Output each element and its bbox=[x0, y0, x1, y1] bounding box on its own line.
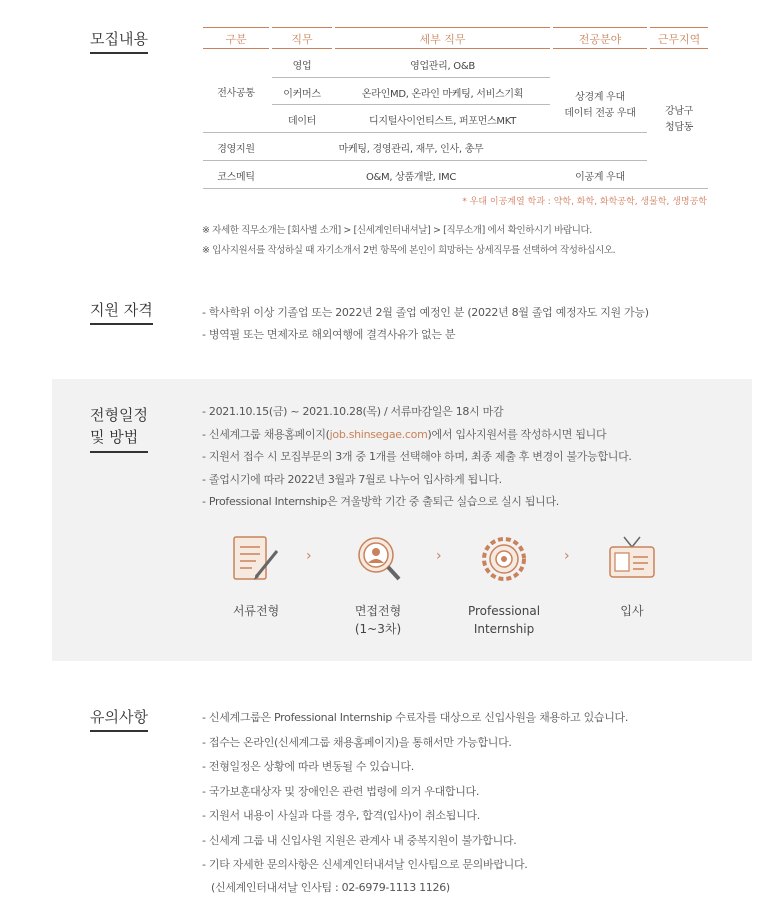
group-cosmetic: 코스메틱 bbox=[217, 172, 255, 183]
list-item: - 접수는 온라인(신세계그룹 채용홈페이지)을 통해서만 가능합니다. bbox=[202, 735, 512, 749]
list-item: - 기타 자세한 문의사항은 신세계인터내셔날 인사팀으로 문의바랍니다. bbox=[202, 858, 528, 871]
header-top-line bbox=[650, 27, 708, 28]
table-header-location: 근무지역 bbox=[657, 33, 701, 46]
list-item: - 2021.10.15(금) ~ 2021.10.28(목) / 서류마감일은 18시 마감 bbox=[202, 405, 504, 418]
schedule-title-line2: 및 방법 bbox=[90, 428, 139, 446]
list-item: - 학사학위 이상 기졸업 또는 2022년 2월 졸업 예정인 분 (2022년 8월 졸업 예정자도 지원 가능) bbox=[202, 306, 649, 319]
list-item: - 신세계 그룹 내 신입사원 지원은 관계사 내 중복지원이 불가합니다. bbox=[202, 833, 517, 847]
recruit-section-title: 모집내용 bbox=[90, 30, 148, 54]
job-sales: 영업 bbox=[292, 61, 312, 72]
step-arrow-icon: › bbox=[564, 548, 570, 564]
list-item: - 전형일정은 상황에 따라 변동될 수 있습니다. bbox=[202, 760, 414, 773]
list-item: - 지원서 접수 시 모집부문의 3개 중 1개를 선택해야 하며, 최종 제출 후 변경이 불가능합니다. bbox=[202, 450, 632, 463]
detail-sales: 영업관리, O&B bbox=[410, 61, 475, 72]
header-top-line bbox=[203, 27, 269, 28]
header-top-line bbox=[553, 27, 647, 28]
document-pen-icon bbox=[230, 533, 282, 585]
caution-list bbox=[202, 706, 628, 898]
list-item-text: - 신세계그룹 채용홈페이지( bbox=[202, 427, 330, 441]
schedule-list bbox=[202, 401, 632, 514]
job-data: 데이터 bbox=[287, 116, 317, 127]
row-divider bbox=[272, 104, 550, 105]
detail-cosmetic: O&M, 상품개발, IMC bbox=[365, 172, 456, 183]
major-business: 상경계 우대 bbox=[575, 92, 625, 103]
header-bottom-line bbox=[553, 48, 647, 49]
detail-ecommerce: 온라인MD, 온라인 마케팅, 서비스기획 bbox=[361, 89, 524, 100]
step-label-document: 서류전형 bbox=[232, 604, 280, 618]
qualification-section-title: 지원 자격 bbox=[90, 301, 153, 325]
recruit-site-link[interactable]: job.shinsegae.com bbox=[329, 427, 428, 441]
schedule-section-title bbox=[90, 404, 148, 453]
header-top-line bbox=[272, 27, 332, 28]
list-item: - 병역필 또는 면제자로 해외여행에 결격사유가 없는 분 bbox=[202, 328, 456, 341]
list-item: - 지원서 내용이 사실과 다를 경우, 합격(입사)이 취소됩니다. bbox=[202, 809, 480, 822]
table-header-detail: 세부 직무 bbox=[419, 33, 466, 46]
step-arrow-icon: › bbox=[436, 548, 442, 564]
group-company-wide: 전사공통 bbox=[217, 88, 255, 99]
list-item-text: )에서 입사지원서를 작성하시면 됩니다 bbox=[427, 427, 607, 441]
group-management: 경영지원 bbox=[217, 144, 255, 155]
job-intro-note: ※ 자세한 직무소개는 [회사별 소개] > [신세계인터내셔날] > [직무소개] 에서 확인하시기 바랍니다. bbox=[202, 225, 592, 236]
list-item: - 졸업시기에 따라 2022년 3월과 7월로 나누어 입사하게 됩니다. bbox=[202, 472, 502, 486]
detail-management: 마케팅, 경영관리, 재무, 인사, 총무 bbox=[338, 144, 484, 155]
header-top-line bbox=[335, 27, 550, 28]
major-data: 데이터 전공 우대 bbox=[564, 108, 636, 119]
interview-person-icon bbox=[352, 533, 404, 585]
header-bottom-line bbox=[335, 48, 550, 49]
list-item bbox=[202, 424, 632, 447]
step-label-internship: Professional Internship bbox=[467, 604, 541, 636]
preferred-major-note: * 우대 이공계열 학과 : 약학, 화학, 화학공학, 생물학, 생명공학 bbox=[462, 197, 707, 207]
application-note: ※ 입사지원서를 작성하실 때 자기소개서 2번 항목에 본인이 희망하는 상세직무를 선택하여 작성하십시오. bbox=[202, 245, 616, 256]
step-arrow-icon: › bbox=[306, 548, 312, 564]
table-bottom-line bbox=[203, 188, 708, 189]
id-badge-icon bbox=[606, 533, 658, 585]
header-bottom-line bbox=[650, 48, 708, 49]
step-label-hire: 입사 bbox=[620, 604, 644, 618]
table-header-job: 직무 bbox=[291, 33, 313, 46]
location-district: 강남구 bbox=[664, 106, 694, 117]
major-science: 이공계 우대 bbox=[575, 172, 625, 183]
location-dong: 청담동 bbox=[664, 122, 694, 133]
target-gear-icon bbox=[478, 533, 530, 585]
contact-info: (신세계인터내셔날 인사팀 : 02-6979-1113 1126) bbox=[211, 880, 450, 894]
row-divider bbox=[203, 132, 647, 133]
header-bottom-line bbox=[203, 48, 269, 49]
list-item: - 신세계그룹은 Professional Internship 수료자를 대상으로 신입사원을 채용하고 있습니다. bbox=[202, 711, 629, 724]
schedule-title-line1: 전형일정 bbox=[90, 406, 148, 424]
qualification-list bbox=[202, 302, 649, 346]
list-item: - 국가보훈대상자 및 장애인은 관련 법령에 의거 우대합니다. bbox=[202, 784, 480, 798]
row-divider bbox=[272, 77, 550, 78]
caution-section-title: 유의사항 bbox=[90, 708, 148, 732]
step-label-interview: 면접전형 (1~3차) bbox=[354, 604, 402, 636]
header-bottom-line bbox=[272, 48, 332, 49]
table-header-category: 구분 bbox=[225, 33, 247, 46]
list-item: - Professional Internship은 겨울방학 기간 중 출퇴근 실습으로 실시 됩니다. bbox=[202, 495, 559, 508]
detail-data: 디지털사이언티스트, 퍼포먼스MKT bbox=[368, 116, 517, 127]
row-divider bbox=[203, 160, 647, 161]
table-header-major: 전공분야 bbox=[578, 33, 622, 46]
job-ecommerce: 이커머스 bbox=[283, 89, 321, 100]
